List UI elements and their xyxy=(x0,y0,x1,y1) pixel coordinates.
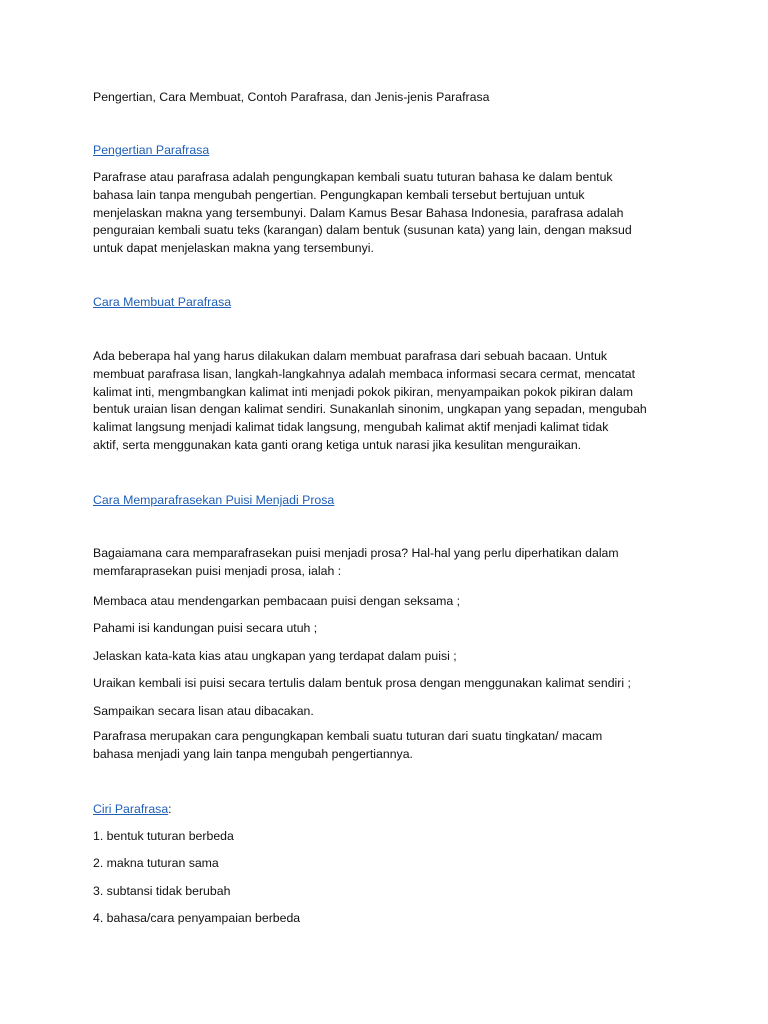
list-item: 3. subtansi tidak berubah xyxy=(93,884,231,898)
paragraph-line: kalimat langsung menjadi kalimat tidak langsung, mengubah kalimat aktif menjadi kalimat tidak xyxy=(93,420,609,435)
list-item: 1. bentuk tuturan berbeda xyxy=(93,829,234,843)
paragraph-puisi-closing xyxy=(93,728,693,764)
paragraph-line: kalimat inti, mengmbangkan kalimat inti menjadi pokok pikiran, menyampaikan pokok pikiran dalam xyxy=(93,384,633,399)
step-item: Jelaskan kata-kata kias atau ungkapan yang terdapat dalam puisi ; xyxy=(93,649,457,663)
heading-colon: : xyxy=(168,802,172,816)
paragraph-cara-membuat xyxy=(93,348,693,455)
heading-ciri-parafrasa[interactable]: Ciri Parafrasa xyxy=(93,802,169,816)
list-item: 2. makna tuturan sama xyxy=(93,856,219,870)
paragraph-line: bahasa menjadi yang lain tanpa mengubah pengertiannya. xyxy=(93,746,413,761)
step-item: Uraikan kembali isi puisi secara tertulis dalam bentuk prosa dengan menggunakan kalimat sendiri ; xyxy=(93,676,631,690)
paragraph-puisi-intro xyxy=(93,545,693,581)
paragraph-line: aktif, serta menggunakan kata ganti orang ketiga untuk narasi jika kesulitan menguraikan. xyxy=(93,437,582,452)
paragraph-line: membuat parafrasa lisan, langkah-langkahnya adalah membaca informasi secara cermat, mencatat xyxy=(93,366,636,381)
document-title: Pengertian, Cara Membuat, Contoh Parafrasa, dan Jenis-jenis Parafrasa xyxy=(93,90,490,104)
paragraph-line: Parafrase atau parafrasa adalah pengungkapan kembali suatu tuturan bahasa ke dalam bentuk xyxy=(93,170,613,184)
paragraph-line: bahasa lain tanpa mengubah pengertian. Pengungkapan kembali tersebut bertujuan untuk xyxy=(93,187,585,202)
step-item: Sampaikan secara lisan atau dibacakan. xyxy=(93,704,314,718)
heading-cara-membuat-parafrasa[interactable]: Cara Membuat Parafrasa xyxy=(93,295,232,309)
paragraph-line: Ada beberapa hal yang harus dilakukan dalam membuat parafrasa dari sebuah bacaan. Untuk xyxy=(93,349,608,363)
list-item: 4. bahasa/cara penyampaian berbeda xyxy=(93,911,301,925)
paragraph-line: penguraian kembali suatu teks (karangan) dalam bentuk (susunan kata) yang lain, dengan maksud xyxy=(93,223,632,238)
heading-ciri-parafrasa-row xyxy=(93,801,172,817)
paragraph-line: bentuk uraian lisan dengan kalimat sendiri. Sunakanlah sinonim, ungkapan yang sepadan, mengubah xyxy=(93,402,647,417)
paragraph-line: Parafrasa merupakan cara pengungkapan kembali suatu tuturan dari suatu tingkatan/ macam xyxy=(93,729,603,743)
paragraph-line: memfaraprasekan puisi menjadi prosa, ialah : xyxy=(93,563,342,578)
paragraph-line: Bagaiamana cara memparafrasekan puisi menjadi prosa? Hal-hal yang perlu diperhatikan dalam xyxy=(93,546,619,560)
heading-memparafrasekan-puisi[interactable]: Cara Memparafrasekan Puisi Menjadi Prosa xyxy=(93,493,335,507)
paragraph-line: menjelaskan makna yang tersembunyi. Dalam Kamus Besar Bahasa Indonesia, parafrasa adalah xyxy=(93,205,624,220)
step-item: Pahami isi kandungan puisi secara utuh ; xyxy=(93,621,318,635)
step-item: Membaca atau mendengarkan pembacaan puisi dengan seksama ; xyxy=(93,594,461,608)
paragraph-line: untuk dapat menjelaskan makna yang tersembunyi. xyxy=(93,241,374,256)
paragraph-pengertian xyxy=(93,169,693,258)
heading-pengertian-parafrasa[interactable]: Pengertian Parafrasa xyxy=(93,143,210,157)
